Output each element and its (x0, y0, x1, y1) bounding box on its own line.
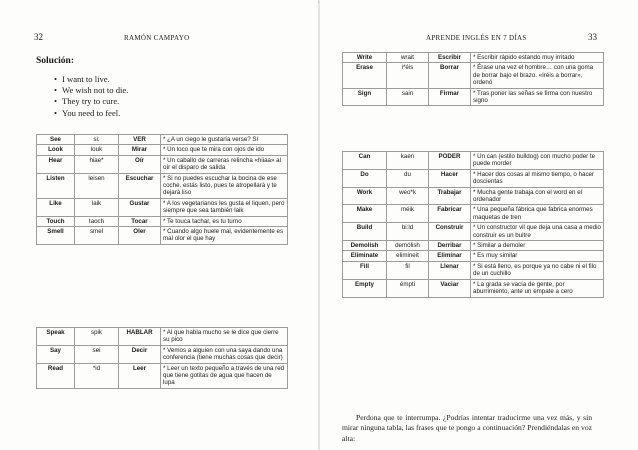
table-row (343, 241, 604, 251)
translation-cell: Derribar (429, 241, 471, 251)
gutter-mark: ' (318, 2, 320, 8)
word-cell: Build (343, 223, 387, 241)
table-row (343, 152, 604, 170)
example-cell: * Un loco que te mira con ojos de ido (161, 145, 288, 155)
table-row (343, 187, 604, 205)
word-cell: Sign (343, 88, 387, 106)
solution-item: • You need to feel. (62, 108, 128, 119)
word-cell: Make (343, 205, 387, 223)
pron-cell: émpti (387, 279, 429, 297)
right-vocab-table-actions (342, 151, 604, 298)
table-row (343, 88, 604, 106)
example-cell: * Si no puedes escuchar la bocina de ese coche, estás listo, pues te atropellará y te dejará liso (161, 173, 288, 198)
example-cell: * Escribir rápido estando muy irritado (471, 53, 604, 63)
table-row (37, 363, 288, 388)
translation-cell: Leer (119, 363, 161, 388)
translation-cell: Mirar (119, 145, 161, 155)
word-cell: Look (37, 145, 75, 155)
left-vocab-table-senses (36, 134, 288, 245)
example-cell: * Un can (estilo bulldog) con mucho poder te puede morder (471, 152, 604, 170)
example-cell: * Leer un texto pequeño a través de una red que tiene gotitas de agua que hacen de lupa (161, 363, 288, 388)
example-cell: * Érase una vez el hombre… con una goma de borrar bajo el brazo. «Iréis a borrar», ordenó (471, 63, 604, 88)
translation-cell: PODER (429, 152, 471, 170)
pron-cell: hiae* (75, 155, 119, 173)
example-cell: * Un caballo de carreras relincha «hiiaa» al oír el disparo de salida (161, 155, 288, 173)
example-cell: * Mucha gente trabaja con el word en el ordenador (471, 187, 604, 205)
pron-cell: smel (75, 227, 119, 245)
pron-cell: bi:ld (387, 223, 429, 241)
word-cell: Like (37, 198, 75, 216)
word-cell: Erase (343, 63, 387, 88)
example-cell: * Cuando algo huele mal, evidentemente es mal olor el que hay (161, 227, 288, 245)
table-row (37, 155, 288, 173)
table-row (37, 216, 288, 226)
solution-item: • We wish not to die. (62, 85, 128, 96)
translation-cell: Eliminar (429, 251, 471, 261)
table-row (343, 261, 604, 279)
pron-cell: taoch (75, 216, 119, 226)
translation-cell: VER (119, 135, 161, 145)
table-row (343, 251, 604, 261)
pron-cell: demólish (387, 241, 429, 251)
table-row (343, 53, 604, 63)
translation-cell: Vaciar (429, 279, 471, 297)
example-cell: * ¿A un ciego le gustaría verse? Sí (161, 135, 288, 145)
word-cell: Work (343, 187, 387, 205)
pron-cell: i*éis (387, 63, 429, 88)
pron-cell: sain (387, 88, 429, 106)
solution-item: • They try to cure. (62, 96, 128, 107)
solution-item: • I want to live. (62, 74, 128, 85)
pron-cell: spik (75, 328, 119, 346)
table-row (343, 63, 604, 88)
example-cell: * Una pequeña fábrica que fabrica enormes maquetas de tren (471, 205, 604, 223)
translation-cell: Gustar (119, 198, 161, 216)
table-row (343, 223, 604, 241)
example-cell: * Hacer dos cosas al mismo tiempo, o hacer doscientas (471, 169, 604, 187)
example-cell: * Si está lleno, es porque ya no cabe ni el filo de un cuchillo (471, 261, 604, 279)
pron-cell: laik (75, 198, 119, 216)
translation-cell: Oler (119, 227, 161, 245)
example-cell: * Vemos a alguien con una saya dando una conferencia (tiene muchas cosas que decir) (161, 345, 288, 363)
word-cell: Do (343, 169, 387, 187)
table-row (343, 279, 604, 297)
translation-cell: Tocar (119, 216, 161, 226)
table-row (343, 205, 604, 223)
right-page-number: 33 (588, 32, 597, 42)
example-cell: * Un constructor vil que deja una casa a medio construir es un buitre (471, 223, 604, 241)
word-cell: Empty (343, 279, 387, 297)
pron-cell: leisen (75, 173, 119, 198)
book-gutter (318, 0, 320, 450)
translation-cell: Llenar (429, 261, 471, 279)
example-cell: * La grada se vacía de gente, por aburrimiento, ante un empate a cero (471, 279, 604, 297)
left-page-number: 32 (34, 32, 43, 42)
solution-heading: Solución: (36, 56, 75, 66)
word-cell: Demolish (343, 241, 387, 251)
word-cell: Eliminate (343, 251, 387, 261)
word-cell: Write (343, 53, 387, 63)
pron-cell: kaen (387, 152, 429, 170)
example-cell: * Tras poner las señas se firma con nuestro signo (471, 88, 604, 106)
word-cell: See (37, 135, 75, 145)
table-row (37, 328, 288, 346)
table-row (37, 173, 288, 198)
table-row (37, 135, 288, 145)
pron-cell: louk (75, 145, 119, 155)
closing-paragraph: Perdona que te interrumpa. ¿Podrías intentar traducirme una vez más, y sin mirar ninguna tabla, las frases que te pongo a continuación? Prendiéndalas en voz alta: (342, 412, 592, 443)
left-vocab-table-communication (36, 327, 288, 389)
table-row (343, 169, 604, 187)
right-vocab-table-writing (342, 52, 604, 106)
word-cell: Hear (37, 155, 75, 173)
word-cell: Speak (37, 328, 75, 346)
translation-cell: Firmar (429, 88, 471, 106)
word-cell: Say (37, 345, 75, 363)
translation-cell: Borrar (429, 63, 471, 88)
pron-cell: elimineit (387, 251, 429, 261)
pron-cell: si: (75, 135, 119, 145)
pron-cell: méik (387, 205, 429, 223)
pron-cell: fil (387, 261, 429, 279)
translation-cell: Escribir (429, 53, 471, 63)
pron-cell: *id (75, 363, 119, 388)
translation-cell: Trabajar (429, 187, 471, 205)
pron-cell: du (387, 169, 429, 187)
word-cell: Listen (37, 173, 75, 198)
example-cell: * Al que habla mucho se le dice que cierre su pico (161, 328, 288, 346)
word-cell: Touch (37, 216, 75, 226)
example-cell: * A los vegetarianos les gusta el liquen, pero siempre que sea también laik (161, 198, 288, 216)
translation-cell: Hacer (429, 169, 471, 187)
example-cell: * Es muy similar (471, 251, 604, 261)
translation-cell: HABLAR (119, 328, 161, 346)
pron-cell: wrait (387, 53, 429, 63)
word-cell: Read (37, 363, 75, 388)
word-cell: Smell (37, 227, 75, 245)
right-running-head: APRENDE INGLÉS EN 7 DÍAS (426, 34, 527, 42)
word-cell: Can (343, 152, 387, 170)
table-row (37, 227, 288, 245)
example-cell: * Te touca tachar, es tu turno (161, 216, 288, 226)
translation-cell: Escuchar (119, 173, 161, 198)
translation-cell: Fabricar (429, 205, 471, 223)
pron-cell: sei (75, 345, 119, 363)
translation-cell: Construir (429, 223, 471, 241)
left-running-head: RAMÓN CAMPAYO (124, 34, 190, 42)
translation-cell: Decir (119, 345, 161, 363)
pron-cell: weo*k (387, 187, 429, 205)
translation-cell: Oír (119, 155, 161, 173)
table-row (37, 145, 288, 155)
table-row (37, 198, 288, 216)
word-cell: Fill (343, 261, 387, 279)
example-cell: * Similar a demoler (471, 241, 604, 251)
table-row (37, 345, 288, 363)
solution-list (62, 74, 128, 119)
